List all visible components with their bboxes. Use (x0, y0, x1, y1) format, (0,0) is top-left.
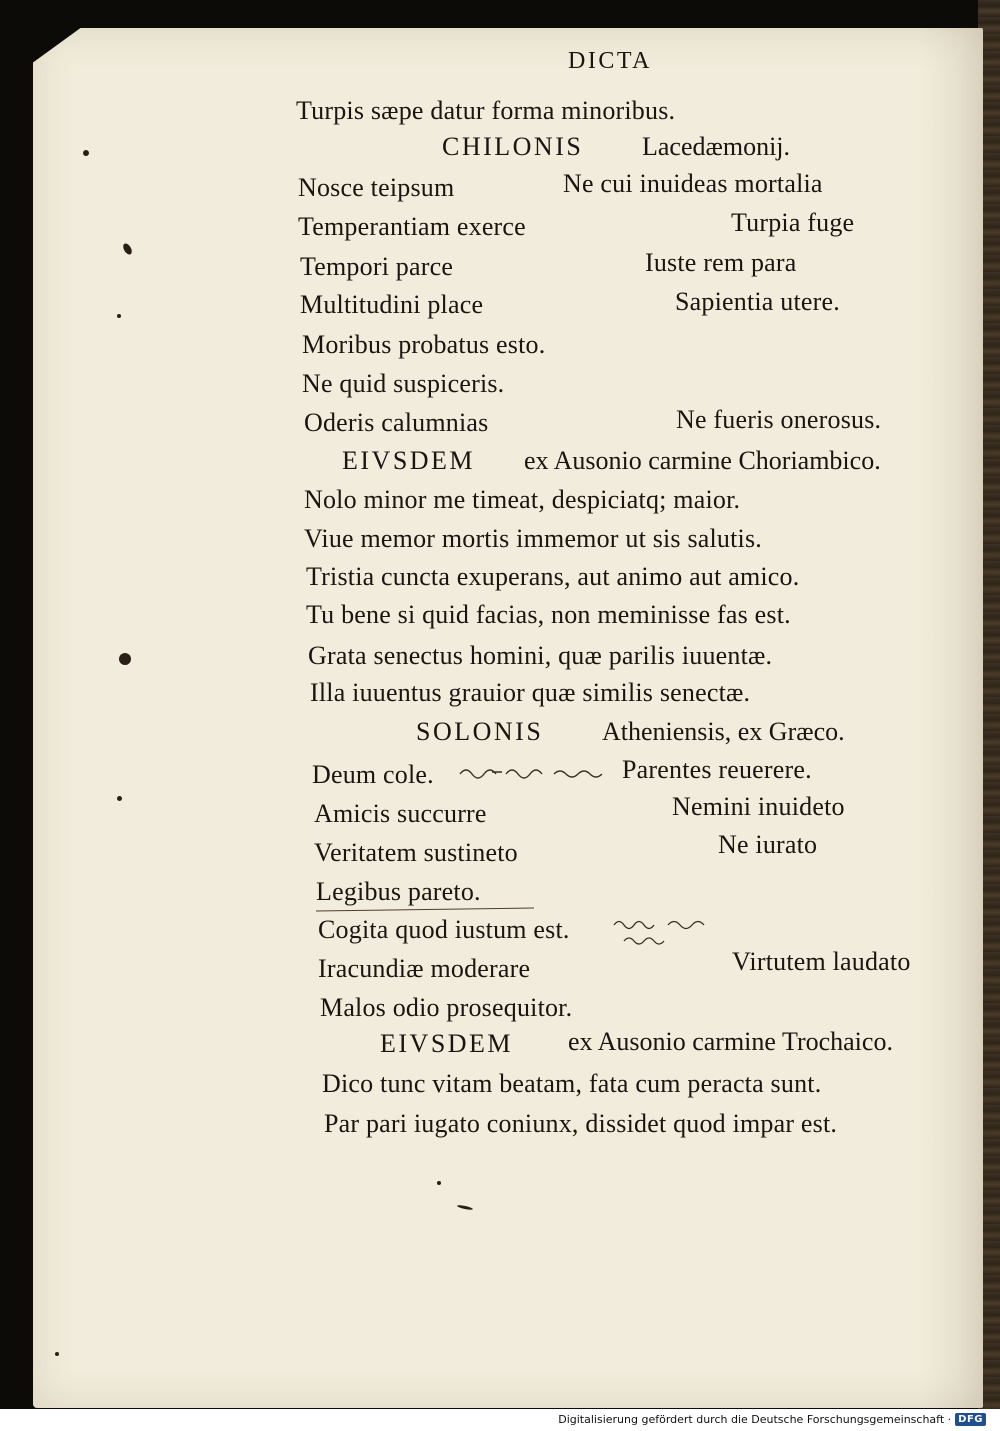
paper-speck (117, 314, 121, 318)
text-line: Nolo minor me timeat, despiciatq; maior. (304, 485, 741, 514)
section-heading-sub: Atheniensis, ex Græco. (602, 717, 845, 746)
paper-speck (457, 1204, 473, 1210)
text-line: Turpis sæpe datur forma minoribus. (296, 96, 676, 125)
paper-speck (121, 242, 133, 256)
section-heading: EIVSDEM (380, 1029, 514, 1058)
text-line-right: Parentes reuerere. (622, 755, 812, 784)
text-line-right: Nemini inuideto (672, 792, 845, 821)
paper-speck (437, 1181, 441, 1185)
section-heading: EIVSDEM (342, 446, 476, 475)
text-line: Legibus pareto. (316, 877, 481, 906)
text-line: Cogita quod iustum est. (318, 915, 570, 944)
text-line-right: Ne cui inuideas mortalia (563, 169, 823, 198)
running-head: DICTA (568, 48, 652, 74)
section-heading-sub: ex Ausonio carmine Trochaico. (568, 1027, 893, 1056)
text-line-right: Sapientia utere. (675, 287, 840, 316)
text-line: Tristia cuncta exuperans, aut animo aut amico. (306, 562, 800, 591)
paper-speck (117, 796, 122, 801)
text-line: Oderis calumnias (304, 408, 489, 437)
handwritten-annotation-mark (458, 762, 606, 782)
text-line: Ne quid suspiceris. (302, 369, 505, 398)
paper-speck (55, 1352, 59, 1356)
text-line: Viue memor mortis immemor ut sis salutis. (304, 524, 762, 553)
text-line: Dico tunc vitam beatam, fata cum peracta sunt. (322, 1069, 822, 1098)
text-line: Grata senectus homini, quæ parilis iuuentæ. (308, 641, 773, 670)
text-line: Par pari iugato coniunx, dissidet quod impar est. (324, 1109, 838, 1138)
text-line: Multitudini place (300, 290, 484, 319)
paper-speck (83, 150, 89, 156)
text-line: Tempori parce (300, 252, 454, 281)
text-line-right: Ne iurato (718, 830, 818, 859)
text-line: Temperantiam exerce (298, 212, 526, 241)
handwritten-annotation-mark (612, 915, 716, 949)
section-heading-sub: Lacedæmonij. (642, 132, 791, 161)
text-line-right: Virtutem laudato (732, 947, 911, 976)
text-line: Veritatem sustineto (314, 838, 518, 867)
text-line: Deum cole. (312, 760, 434, 789)
text-line-right: Iuste rem para (645, 248, 797, 277)
text-line: Tu bene si quid facias, non meminisse fas est. (306, 600, 791, 629)
dfg-logo-icon: DFG (955, 1413, 986, 1426)
text-line: Illa iuuentus grauior quæ similis senectæ. (310, 678, 751, 707)
text-line: Iracundiæ moderare (318, 954, 531, 983)
text-line: Malos odio prosequitor. (320, 993, 573, 1022)
section-heading: CHILONIS (442, 132, 584, 161)
underline-mark (316, 907, 534, 911)
text-line: Amicis succurre (314, 799, 487, 828)
credit-text: Digitalisierung gefördert durch die Deutsche Forschungsgemeinschaft · (558, 1413, 952, 1426)
text-line: Nosce teipsum (298, 173, 455, 202)
text-line: Moribus probatus esto. (302, 330, 546, 359)
paper-speck (119, 653, 131, 665)
section-heading: SOLONIS (416, 717, 544, 746)
digitization-credit (554, 1411, 990, 1428)
text-line-right: Turpia fuge (731, 208, 855, 237)
section-heading-sub: ex Ausonio carmine Choriambico. (524, 446, 881, 475)
text-line-right: Ne fueris onerosus. (676, 405, 882, 434)
